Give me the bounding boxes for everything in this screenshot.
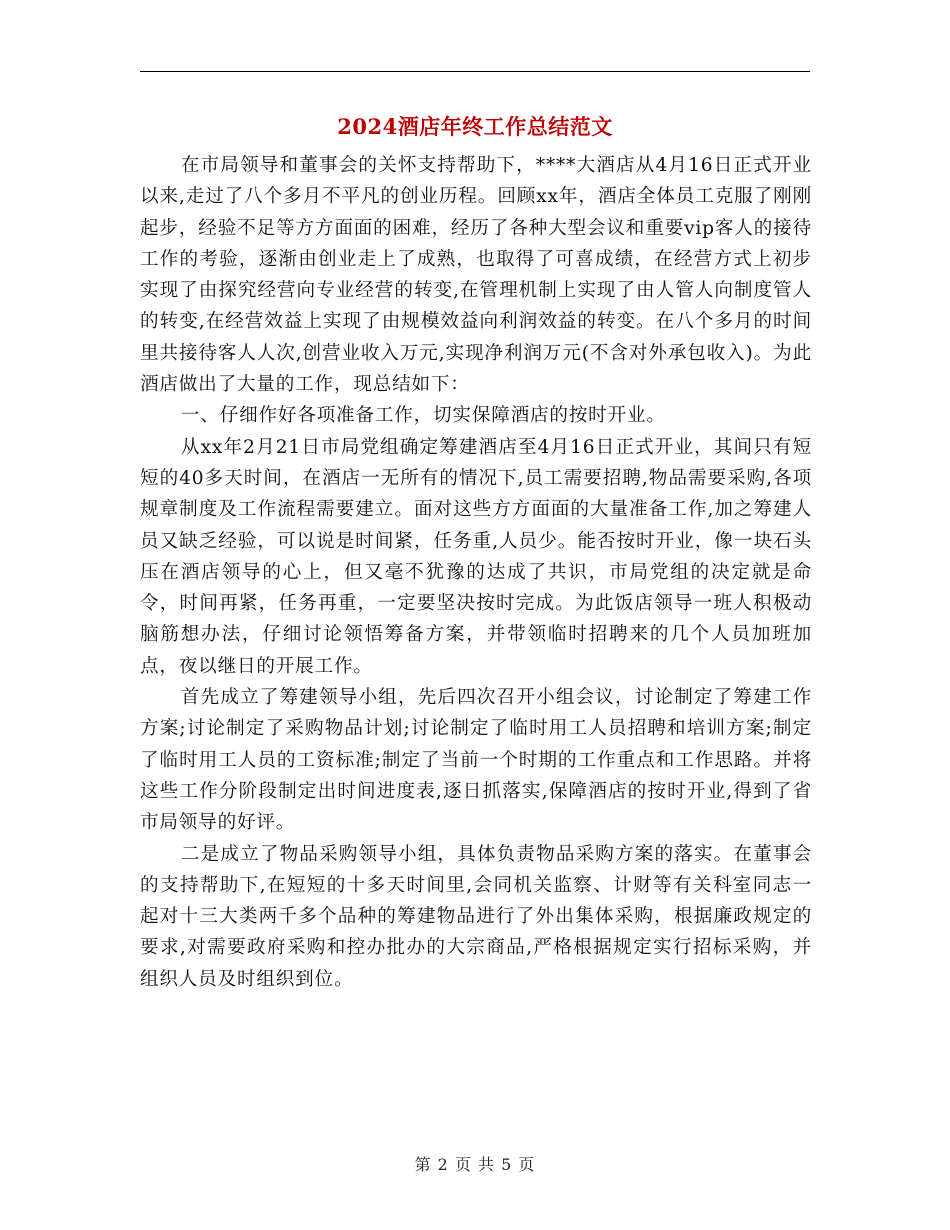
header-rule: [140, 71, 810, 72]
paragraph-procurement-group: 二是成立了物品采购领导小组，具体负责物品采购方案的落实。在董事会的支持帮助下,在短短的十多天时间里,会同机关监察、计财等有关科室同志一起对十三大类两千多个品种的筹建物品进行了外出集体采购，根据廉政规定的要求,对需要政府采购和控办批办的大宗商品,严格根据规定实行招标采购，并组织人员及时组织到位。: [140, 843, 812, 990]
page-number: 第 2 页 共 5 页: [414, 1155, 536, 1174]
document-body: [140, 150, 812, 995]
document-title: 2024酒店年终工作总结范文: [337, 114, 613, 139]
paragraph-preparation: 从xx年2月21日市局党组确定筹建酒店至4月16日正式开业，其间只有短短的40多天时间，在酒店一无所有的情况下,员工需要招聘,物品需要采购,各项规章制度及工作流程需要建立。面对这些方方面面的大量准备工作,加之筹建人员又缺乏经验，可以说是时间紧，任务重,人员少。能否按时开业，像一块石头压在酒店领导的心上，但又毫不犹豫的达成了共识，市局党组的决定就是命令，时间再紧，任务再重，一定要坚决按时完成。为此饭店领导一班人积极动脑筋想办法，仔细讨论领悟筹备方案，并带领临时招聘来的几个人员加班加点，夜以继日的开展工作。: [140, 436, 812, 677]
section-heading-1: 一、仔细作好各项准备工作，切实保障酒店的按时开业。: [180, 405, 666, 427]
paragraph-intro: 在市局领导和董事会的关怀支持帮助下，****大酒店从4月16日正式开业以来,走过了八个多月不平凡的创业历程。回顾xx年，酒店全体员工克服了刚刚起步，经验不足等方方面面的困难，经历了各种大型会议和重要vip客人的接待工作的考验，逐渐由创业走上了成熟，也取得了可喜成绩，在经营方式上初步实现了由探究经营向专业经营的转变,在管理机制上实现了由人管人向制度管人的转变,在经营效益上实现了由规模效益向利润效益的转变。在八个多月的时间里共接待客人人次,创营业收入万元,实现净利润万元(不含对外承包收入)。为此酒店做出了大量的工作，现总结如下：: [140, 155, 812, 396]
paragraph-leadership-group: 首先成立了筹建领导小组，先后四次召开小组会议，讨论制定了筹建工作方案;讨论制定了采购物品计划;讨论制定了临时用工人员招聘和培训方案;制定了临时用工人员的工资标准;制定了当前一个时期的工作重点和工作思路。并将这些工作分阶段制定出时间进度表,逐日抓落实,保障酒店的按时开业,得到了省市局领导的好评。: [140, 687, 812, 834]
